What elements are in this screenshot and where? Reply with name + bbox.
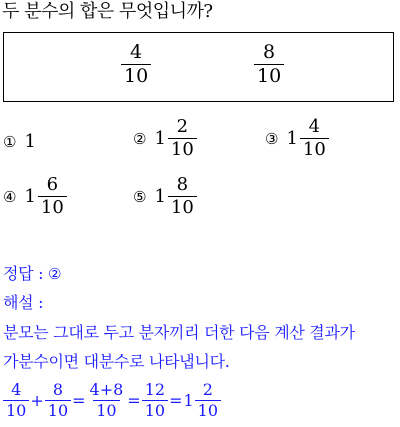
option-fraction [168,118,197,159]
denominator: 10 [254,64,284,86]
denominator: 10 [45,400,71,419]
equals-sign: = [72,391,86,410]
equals-sign: = [169,391,183,410]
option-marker: ⑤ [133,187,147,206]
equals-sign: = [127,391,141,410]
box-fraction-2 [254,43,284,86]
option-2[interactable] [133,118,197,159]
numerator: 2 [176,116,189,137]
numerator: 8 [263,41,276,63]
option-1[interactable] [3,131,38,153]
denominator: 10 [168,138,197,159]
denominator: 10 [168,196,197,217]
option-whole: 1 [286,127,298,149]
numerator: 4 [308,116,321,137]
numerator: 8 [176,174,189,195]
eq-fraction-1 [3,382,29,419]
plus-sign: + [30,391,44,410]
option-whole: 1 [154,127,166,149]
result-whole: 1 [183,391,194,410]
option-whole: 1 [24,185,36,207]
option-fraction [168,176,197,217]
denominator: 10 [121,64,151,86]
option-marker: ③ [265,129,279,148]
answer-line [3,263,61,285]
explanation-label: 해설 : [3,293,44,312]
explanation-line-1: 분모는 그대로 두고 분자끼리 더한 다음 계산 결과가 [3,323,355,342]
option-marker: ② [133,129,147,148]
numerator: 4 [130,41,143,63]
eq-fraction-3 [87,382,127,419]
numerator: 6 [46,174,59,195]
eq-fraction-4 [142,382,168,419]
denominator: 10 [3,400,29,419]
eq-fraction-2 [45,382,71,419]
answer-label: 정답 : [3,264,44,283]
numerator: 4 [11,380,22,399]
box-fraction-1 [121,43,151,86]
denominator: 10 [38,196,67,217]
denominator: 10 [142,400,168,419]
option-marker: ④ [3,187,17,206]
question-text: 두 분수의 합은 무엇입니까? [2,1,213,22]
eq-result-fraction [195,382,221,419]
fraction-box [3,32,394,102]
solution-equation [3,382,221,419]
numerator: 12 [144,380,166,399]
numerator: 4+8 [89,380,124,399]
answer-value: ② [48,265,62,283]
option-fraction [300,118,329,159]
option-4[interactable] [3,176,67,217]
denominator: 10 [300,138,329,159]
numerator: 8 [52,380,64,399]
denominator: 10 [93,400,119,419]
option-whole: 1 [154,185,166,207]
explanation-line-2: 가분수이면 대분수로 나타냅니다. [3,352,230,371]
option-marker: ① [3,133,17,151]
option-3[interactable] [265,118,329,159]
option-5[interactable] [133,176,197,217]
option-fraction [38,176,67,217]
numerator: 2 [202,380,213,399]
option-whole: 1 [24,131,36,152]
denominator: 10 [195,400,221,419]
